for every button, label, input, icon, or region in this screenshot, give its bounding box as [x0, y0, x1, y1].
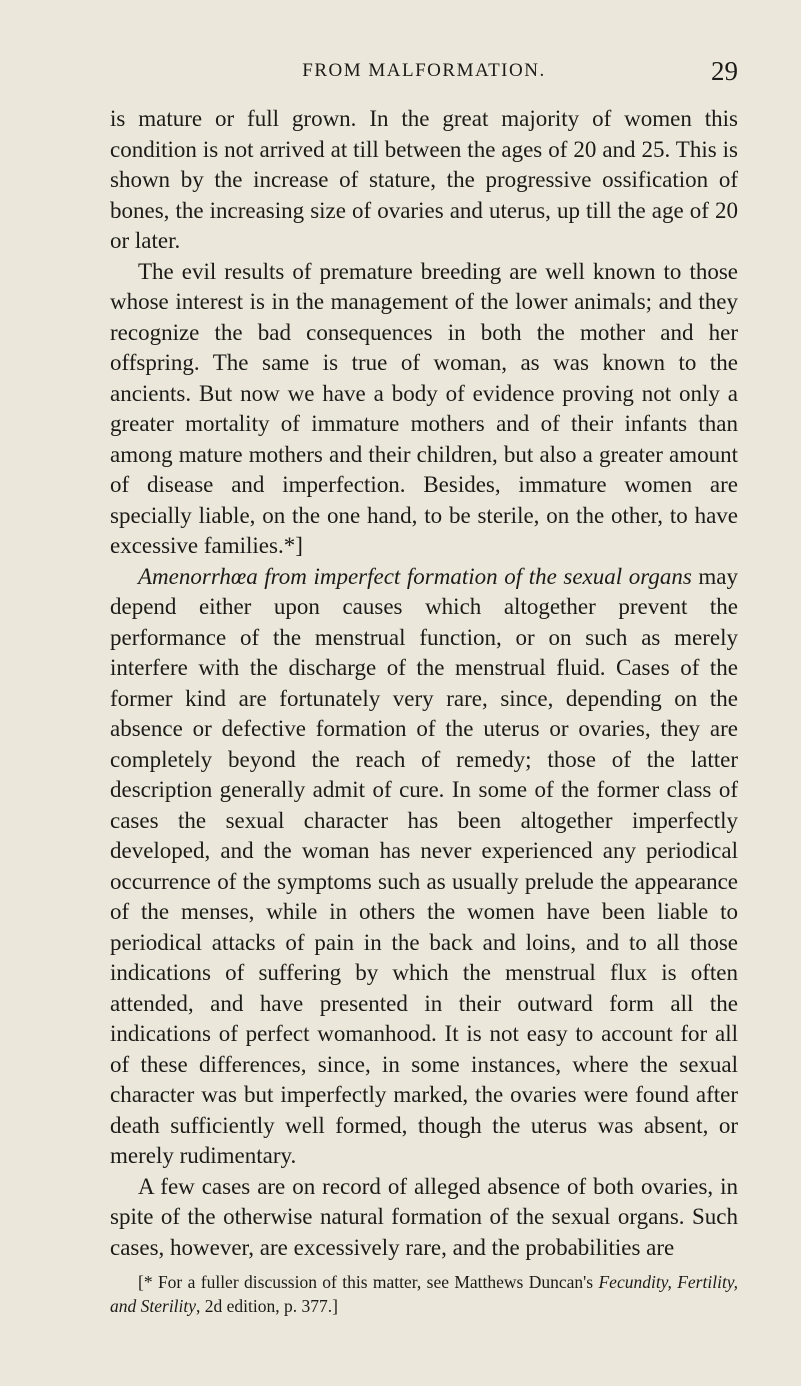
page-number: 29	[711, 56, 738, 86]
paragraph-continued: is mature or full grown. In the great majority of women this condition is not arrived at till between the ages of 20 and 25. This is shown by the increase of stature, the progressive ossification of bones, the increasing size of ovaries and uterus, up till the age of 20 or later.	[110, 106, 738, 253]
body-text	[110, 104, 738, 1263]
running-title: FROM MALFORMATION.	[302, 60, 546, 81]
paragraph-amenorrhoea-text: may depend either upon causes which altogether prevent the performance of the menstrual function, or on such as merely interfere with the discharge of the menstrual fluid. Cases of the former kind are fortunately very rare, since, depending on the absence or defective formation of the uterus or ovaries, they are completely beyond the reach of remedy; those of the latter description generally admit of cure. In some of the former class of cases the sexual character has been altogether imperfectly developed, and the woman has never experienced any periodical occurrence of the symptoms such as usually prelude the appearance of the menses, while in others the women have been liable to periodical attacks of pain in the back and loins, and to all those indications of suffering by which the menstrual flux is often attended, and have presented in their outward form all the indications of perfect womanhood. It is not easy to account for all of these differences, since, in some instances, where the sexual character was but imperfectly marked, the ovaries were found after death sufficiently well formed, though the uterus was absent, or merely rudimentary.	[110, 563, 738, 1168]
paragraph-absent-ovaries: A few cases are on record of alleged absence of both ovaries, in spite of the otherwise natural formation of the sexual organs. Such cases, however, are excessively rare, and the probabilities are	[110, 1173, 738, 1260]
paragraph-premature-breeding: The evil results of premature breeding are well known to those whose interest is in the management of the lower animals; and they recognize the bad consequences in both the mother and her offspring. The same is true of woman, as was known to the ancients. But now we have a body of evidence proving not only a greater mortality of immature mothers and of their infants than among mature mothers and their children, but also a greater amount of disease and imperfection. Besides, immature women are specially liable, on the one hand, to be sterile, on the other, to have excessive families.*]	[110, 258, 738, 558]
footnote	[110, 1270, 738, 1318]
footnote-lead: [* For a fuller discussion of this matter, see Matthews Duncan's	[138, 1272, 599, 1292]
running-head	[110, 56, 738, 88]
footnote-tail: , 2d edition, p. 377.]	[196, 1296, 338, 1316]
paragraph-amenorrhoea	[110, 562, 738, 1172]
section-heading: Amenorrhœa from imperfect formation of the sexual organs	[138, 563, 692, 589]
footnote-book-title: Fecundity, Fertility, and Sterility	[110, 1272, 738, 1316]
